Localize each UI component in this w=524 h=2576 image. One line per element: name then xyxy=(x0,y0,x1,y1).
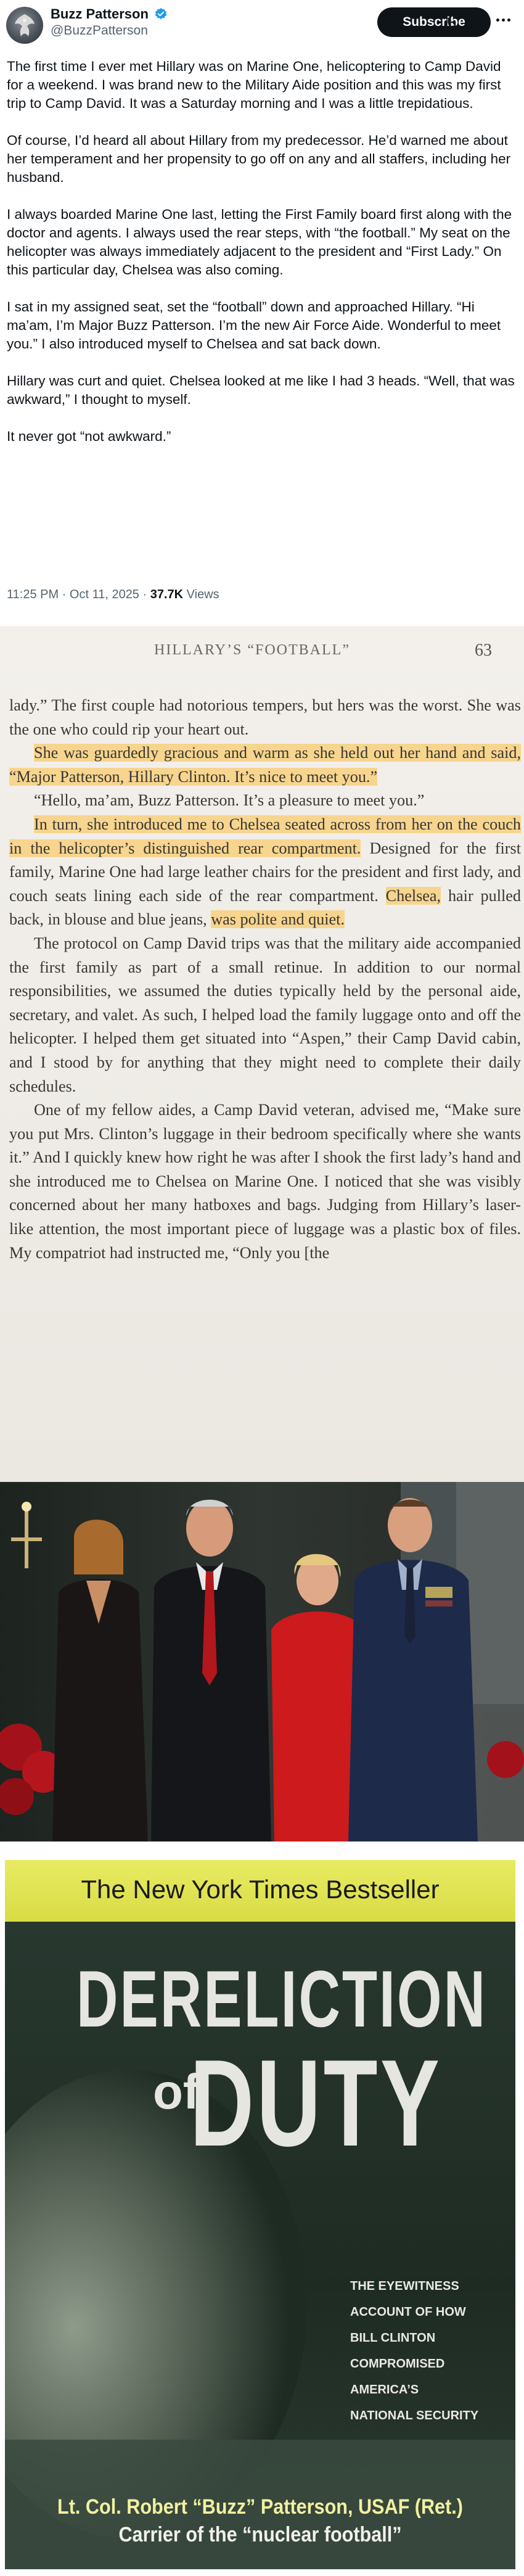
post-paragraph: Hillary was curt and quiet. Chelsea looked at me like I had 3 heads. “Well, that was awkward,” I thought to myself. xyxy=(7,373,515,407)
cover-subtitle-line: COMPROMISED xyxy=(350,2357,445,2371)
cover-subtitle xyxy=(350,2273,504,2429)
bestseller-banner: The New York Times Bestseller xyxy=(81,1875,440,1904)
post-timestamp[interactable]: 11:25 PM · Oct 11, 2025 · xyxy=(7,588,150,601)
cover-subtitle-line: THE EYEWITNESS xyxy=(350,2279,459,2293)
subscribe-button[interactable]: Subscribe xyxy=(377,7,491,37)
post-paragraph: Of course, I’d heard all about Hillary from my predecessor. He’d warned me about her temperament and her propensity to go off on any and all staffers, including her husband. xyxy=(7,133,511,185)
book-paragraph: lady.” The first couple had notorious tempers, but hers was the worst. She was the one who could rip your heart out. xyxy=(9,696,521,738)
cover-tagline: Carrier of the “nuclear football” xyxy=(118,2523,402,2546)
cover-author: Lt. Col. Robert “Buzz” Patterson, USAF (Ret.) xyxy=(57,2495,463,2519)
grok-icon[interactable] xyxy=(443,10,466,34)
cover-title-line1: DERELICTION xyxy=(76,1954,488,2044)
post-metadata xyxy=(7,588,219,602)
avatar[interactable] xyxy=(6,7,43,44)
highlighted-text: She was guardedly gracious and warm as she held out her hand and said, “Major Patterson, Hillary Clinton. It’s nice to meet you.” xyxy=(9,744,521,786)
book-text-span: hair pulled back, in blouse and blue jeans, xyxy=(9,886,521,929)
display-name[interactable]: Buzz Patterson xyxy=(51,6,149,22)
eagle-icon xyxy=(14,13,36,38)
book-paragraph: “Hello, ma’am, Buzz Patterson. It’s a pleasure to meet you.” xyxy=(34,791,425,810)
more-options-icon[interactable] xyxy=(496,14,518,28)
book-cover xyxy=(5,1860,515,2569)
book-cover-photo[interactable] xyxy=(0,1841,524,2576)
page-number: 63 xyxy=(475,641,492,660)
cover-subtitle-line: NATIONAL SECURITY xyxy=(350,2409,479,2422)
cover-banner xyxy=(5,1860,515,1922)
post-paragraph: It never got “not awkward.” xyxy=(7,429,171,444)
highlighted-text: Chelsea, xyxy=(385,886,441,905)
highlighted-text: was polite and quiet. xyxy=(211,910,345,929)
book-paragraph xyxy=(9,741,521,789)
book-text-span: Designed for the first family, Marine One had large leather chairs for the president and first lady, and couch seats lining each side of the rear compartment. xyxy=(9,839,521,905)
book-page-image[interactable] xyxy=(0,626,524,1483)
book-paragraph xyxy=(9,813,521,932)
views-label: Views xyxy=(183,588,219,601)
cover-subtitle-line: BILL CLINTON xyxy=(350,2331,436,2345)
view-count: 37.7K xyxy=(150,588,184,601)
post-text xyxy=(7,57,518,464)
post-paragraph: The first time I ever met Hillary was on Marine One, helicoptering to Camp David for a weekend. I was brand new to the Military Aide position and this was my first trip to Camp David. It was a Saturday morning and I was a little trepidatious. xyxy=(7,59,501,111)
post-header xyxy=(0,0,524,57)
post-paragraph: I sat in my assigned seat, set the “football” down and approached Hillary. “Hi ma’am, I’m Major Buzz Patterson. I’m the new Air Force Aide. Wonderful to meet you.” I also introduced myself to Chelsea and sat back down. xyxy=(7,299,501,352)
cover-title-of: of xyxy=(153,2064,200,2119)
group-photo-illustration xyxy=(0,1482,524,1841)
post-paragraph: I always boarded Marine One last, letting the First Family board first along with the doctor and agents. I always used the rear steps, with “the football.” My seat on the helicopter was always immediately adjacent to the president and “First Lady.” On this particular day, Chelsea was also coming. xyxy=(7,207,512,278)
user-handle[interactable]: @BuzzPatterson xyxy=(51,23,148,38)
cover-subtitle-line: ACCOUNT OF HOW xyxy=(350,2305,466,2319)
group-photo[interactable] xyxy=(0,1482,524,1841)
cover-subtitle-line: AMERICA’S xyxy=(350,2383,419,2397)
book-paragraph: The protocol on Camp David trips was that the military aide accompanied the first family as part of a small retinue. In addition to our normal responsibilities, we assumed the duties typically held by the personal aide, secretary, and valet. As such, I helped load the family luggage onto and off the helicopter. I helped them get situated into “Aspen,” their Camp David cabin, and I stood by for anything that they might need to complete their daily schedules. xyxy=(9,934,521,1095)
book-page-text xyxy=(9,694,521,1265)
cover-title-line2: DUTY xyxy=(190,2035,443,2172)
running-head: HILLARY’S “FOOTBALL” xyxy=(154,642,350,658)
highlighted-text: In turn, she introduced me to Chelsea seated across from her on the couch in the helicopter’s distinguished rear compartment. xyxy=(9,815,521,857)
book-paragraph: One of my fellow aides, a Camp David veteran, advised me, “Make sure you put Mrs. Clinton’s luggage in their bedroom specifically where she wants it.” And I quickly knew how right he was after I shook the first lady’s hand and she introduced me to Chelsea on Marine One. I noticed that she was visibly concerned about her many hatboxes and bags. Judging from Hillary’s laser-like attention, the most important piece of luggage was a plastic box of files. My compatriot had instructed me, “Only you [the xyxy=(9,1101,521,1262)
verified-badge-icon xyxy=(154,7,168,21)
